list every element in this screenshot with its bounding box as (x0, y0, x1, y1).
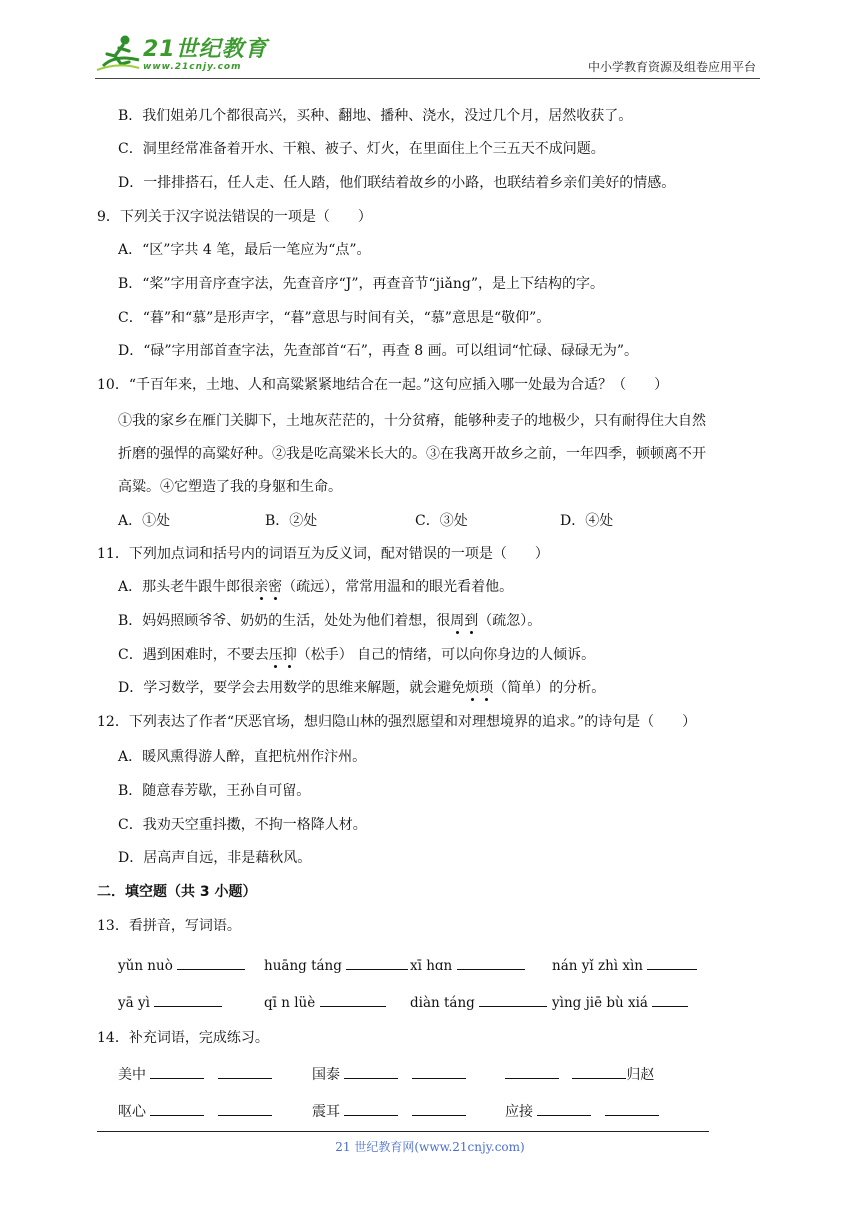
runner-icon (95, 34, 141, 72)
answer-blank[interactable] (346, 955, 408, 970)
answer-blank[interactable] (150, 1101, 204, 1116)
q10-option-c: C．③处 (415, 513, 468, 529)
answer-blank[interactable] (505, 1064, 559, 1079)
logo-url: www.21cnjy.com (143, 62, 242, 72)
q11-option-d (118, 678, 605, 698)
answer-blank[interactable] (412, 1101, 466, 1116)
q12-option-d: D．居高声自远，非是藉秋风。 (118, 850, 312, 866)
answer-blank[interactable] (344, 1064, 398, 1079)
dotted-char: 烦 (465, 680, 480, 696)
pinyin-text: yā yì (118, 995, 150, 1011)
q13-stem: 13．看拼音，写词语。 (97, 918, 241, 934)
dotted-char: 到 (464, 613, 479, 629)
answer-blank[interactable] (218, 1101, 272, 1116)
answer-blank[interactable] (537, 1101, 591, 1116)
section-heading: 二．填空题（共 3 小题） (97, 884, 257, 900)
option-text: （疏远），常常用温和的眼光看着他。 (282, 579, 514, 595)
site-logo (95, 34, 268, 72)
q12-option-c: C．我劝天空重抖擞，不拘一格降人材。 (118, 817, 367, 833)
q10-option-a: A．①处 (118, 513, 171, 529)
dotted-char: 亲 (254, 579, 269, 595)
option-text: C．遇到困难时，不要去 (118, 647, 269, 663)
answer-blank[interactable] (177, 955, 245, 970)
q13-pinyin-3 (410, 955, 525, 976)
answer-blank[interactable] (479, 992, 547, 1007)
q14-idiom-6 (505, 1101, 659, 1122)
dotted-char: 抑 (282, 647, 297, 663)
dotted-char: 琐 (479, 680, 494, 696)
option-text: B．妈妈照顾爷爷、奶奶的生活，处处为他们着想，很 (118, 613, 451, 629)
logo-text: 21世纪教育 (143, 37, 268, 62)
q10-option-d: D．④处 (560, 513, 614, 529)
q14-idiom-5 (312, 1101, 466, 1122)
option-text: （简单）的分析。 (493, 680, 606, 696)
answer-blank[interactable] (412, 1064, 466, 1079)
q13-pinyin-6 (264, 992, 386, 1013)
q12-stem: 12．下列表达了作者“厌恶官场，想归隐山林的强烈愿望和对理想境界的追求。”的诗句是（ ） (97, 714, 697, 730)
q11-option-a (118, 577, 513, 597)
q12-option-b: B．随意春芳歇，王孙自可留。 (118, 783, 311, 799)
q10-option-b: B．②处 (265, 513, 318, 529)
pinyin-text: nán yǐ zhì xìn (552, 958, 644, 974)
q11-stem: 11．下列加点词和括号内的词语互为反义词，配对错误的一项是（ ） (97, 546, 549, 562)
answer-blank[interactable] (320, 992, 386, 1007)
q10-passage-line-1: ①我的家乡在雁门关脚下，土地灰茫茫的，十分贫瘠，能够种麦子的地极少，只有耐得住大自然 (118, 413, 706, 429)
q13-pinyin-4 (552, 955, 697, 976)
idiom-prefix: 呕心 (118, 1104, 146, 1120)
q14-idiom-2 (312, 1064, 466, 1085)
q9-stem: 9．下列关于汉字说法错误的一项是（ ） (97, 209, 372, 225)
q12-option-a: A．暖风熏得游人醉，直把杭州作汴州。 (118, 749, 367, 765)
page-header (95, 30, 760, 79)
idiom-suffix: 归赵 (626, 1067, 655, 1083)
q11-option-c (118, 645, 595, 665)
q13-pinyin-2 (264, 955, 408, 976)
q10-passage-line-3: 高粱。④它塑造了我的身躯和生命。 (118, 479, 342, 495)
pinyin-text: yǔn nuò (118, 958, 173, 974)
answer-blank[interactable] (652, 992, 688, 1007)
answer-blank[interactable] (572, 1064, 626, 1079)
footer-text[interactable]: 21 世纪教育网(www.21cnjy.com) (335, 1140, 525, 1154)
q8-option-c: C．洞里经常准备着开水、干粮、被子、灯火，在里面住上个三五天不成问题。 (118, 141, 605, 157)
option-text: A．那头老牛跟牛郎很 (118, 579, 255, 595)
q14-idiom-4 (118, 1101, 272, 1122)
answer-blank[interactable] (150, 1064, 204, 1079)
q8-option-b: B．我们姐弟几个都很高兴，买种、翻地、播种、浇水，没过几个月，居然收获了。 (118, 108, 633, 124)
pinyin-text: diàn táng (410, 995, 475, 1011)
q13-pinyin-5 (118, 992, 222, 1013)
answer-blank[interactable] (218, 1064, 272, 1079)
dotted-char: 压 (268, 647, 283, 663)
q8-option-d: D．一排排搭石，任人走、任人踏，他们联结着故乡的小路，也联结着乡亲们美好的情感。 (118, 175, 676, 191)
dotted-char: 密 (268, 579, 283, 595)
idiom-prefix: 震耳 (312, 1104, 340, 1120)
q14-idiom-1 (118, 1064, 272, 1085)
q14-stem: 14．补充词语，完成练习。 (97, 1030, 269, 1046)
pinyin-text: xī hɑn (410, 958, 453, 974)
q9-option-a: A．“区”字共 4 笔，最后一笔应为“点”。 (118, 242, 371, 258)
q14-idiom-3 (505, 1064, 654, 1085)
q11-option-b (118, 611, 541, 631)
footer-divider (97, 1131, 709, 1132)
answer-blank[interactable] (154, 992, 222, 1007)
answer-blank[interactable] (605, 1101, 659, 1116)
option-text: （疏忽）。 (478, 613, 542, 629)
idiom-prefix: 美中 (118, 1067, 146, 1083)
q9-option-d: D．“碌”字用部首查字法，先查部首“石”，再查 8 画。可以组词“忙碌、碌碌无为”。 (118, 343, 638, 359)
q10-stem: 10．“千百年来，土地、人和高粱紧紧地结合在一起。”这句应插入哪一处最为合适？（ ） (97, 377, 669, 393)
pinyin-text: qī n lüè (264, 995, 316, 1011)
answer-blank[interactable] (344, 1101, 398, 1116)
q9-option-b: B．“桨”字用音序查字法，先查音序“J”，再查音节“jiǎng”，是上下结构的字。 (118, 276, 604, 292)
option-text: （松手） 自己的情绪，可以向你身边的人倾诉。 (296, 647, 596, 663)
dotted-char: 周 (450, 613, 465, 629)
option-text: D．学习数学，要学会去用数学的思维来解题，就会避免 (118, 680, 466, 696)
idiom-prefix: 应接 (505, 1104, 533, 1120)
pinyin-text: yìng jiē bù xiá (552, 995, 648, 1011)
platform-name: 中小学教育资源及组卷应用平台 (587, 60, 756, 74)
answer-blank[interactable] (647, 955, 697, 970)
pinyin-text: huāng táng (264, 958, 342, 974)
q13-pinyin-7 (410, 992, 547, 1013)
q10-passage-line-2: 折磨的强悍的高粱好种。②我是吃高粱米长大的。③在我离开故乡之前，一年四季，顿顿离不开 (118, 446, 706, 462)
idiom-prefix: 国泰 (312, 1067, 340, 1083)
q9-option-c: C．“暮”和“慕”是形声字，“暮”意思与时间有关，“慕”意思是“敬仰”。 (118, 310, 551, 326)
q13-pinyin-8 (552, 992, 688, 1013)
q13-pinyin-1 (118, 955, 245, 976)
answer-blank[interactable] (457, 955, 525, 970)
